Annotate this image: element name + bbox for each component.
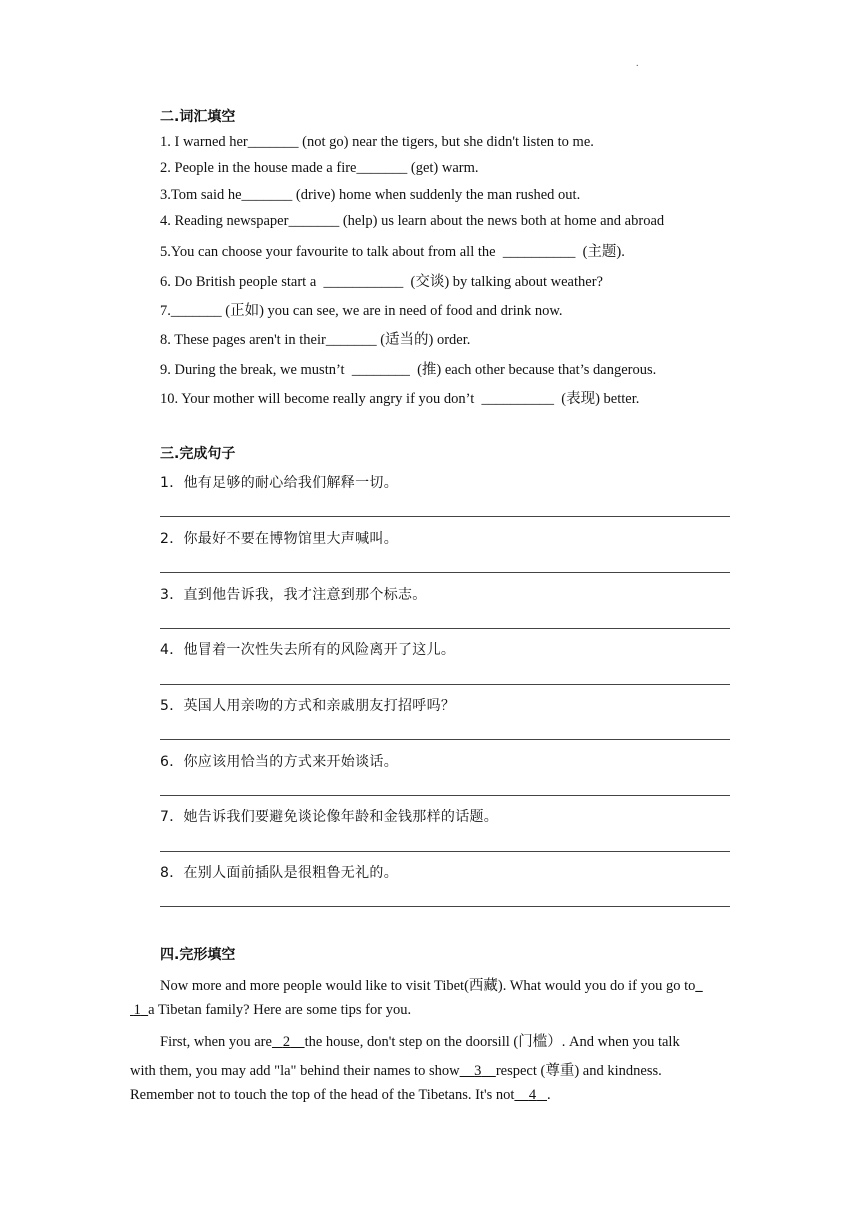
cloze-blank-3[interactable]: 3 [474, 1063, 482, 1079]
cloze-text: First, when you are [160, 1034, 272, 1050]
answer-line-7[interactable] [160, 851, 730, 852]
vocab-item-2: 2. People in the house made a fire_______ (get) warm. [160, 160, 479, 176]
cloze-text: with them, you may add "la" behind their names to show [130, 1063, 460, 1079]
cloze-blank[interactable]: _ [695, 978, 703, 994]
vocab-item-3: 3.Tom said he_______ (drive) home when suddenly the man rushed out. [160, 187, 581, 203]
cloze-paragraph-1-line-1 [160, 974, 703, 995]
sentence-item-3: 3．直到他告诉我，我才注意到那个标志。 [160, 587, 427, 603]
vocab-item-9: 9. During the break, we mustn’t ________ (推) each other because that’s dangerous. [160, 362, 657, 378]
sentence-item-7: 7．她告诉我们要避免谈论像年龄和金钱那样的话题。 [160, 809, 499, 825]
answer-line-5[interactable] [160, 739, 730, 740]
sentence-item-6: 6．你应该用恰当的方式来开始谈话。 [160, 754, 399, 770]
cloze-paragraph-2-line-3 [130, 1087, 551, 1104]
answer-line-1[interactable] [160, 516, 730, 517]
answer-line-2[interactable] [160, 572, 730, 573]
cloze-paragraph-2-line-1 [160, 1030, 680, 1051]
cloze-text: . [547, 1087, 551, 1103]
sentence-item-2: 2．你最好不要在博物馆里大声喊叫。 [160, 531, 399, 547]
sentence-item-4: 4．他冒着一次性失去所有的风险离开了这儿。 [160, 642, 456, 658]
answer-line-4[interactable] [160, 684, 730, 685]
cloze-blank-2[interactable]: 2 [282, 1034, 291, 1050]
cloze-paragraph-2-line-2 [130, 1059, 662, 1080]
answer-line-8[interactable] [160, 906, 730, 907]
answer-line-3[interactable] [160, 628, 730, 629]
cloze-text: Remember not to touch the top of the head of the Tibetans. It's not [130, 1087, 515, 1103]
cloze-text: Now more and more people would like to visit Tibet(西藏). What would you do if you go to [160, 978, 696, 994]
vocab-item-4: 4. Reading newspaper_______ (help) us learn about the news both at home and abroad [160, 213, 665, 229]
corner-mark: . [636, 58, 639, 69]
answer-line-6[interactable] [160, 795, 730, 796]
vocab-item-10: 10. Your mother will become really angry if you don’t __________ (表现) better. [160, 391, 640, 407]
sentence-item-1: 1．他有足够的耐心给我们解释一切。 [160, 475, 399, 491]
cloze-blank-4[interactable]: 4 [528, 1087, 537, 1103]
cloze-text: respect (尊重) and kindness. [495, 1063, 662, 1079]
vocab-item-6: 6. Do British people start a ___________ (交谈) by talking about weather? [160, 274, 603, 290]
vocab-item-7: 7._______ (正如) you can see, we are in need of food and drink now. [160, 303, 563, 319]
section-title-cloze: 四.完形填空 [160, 947, 236, 963]
vocab-item-5: 5.You can choose your favourite to talk about from all the __________ (主题). [160, 244, 625, 260]
section-title-sentences: 三.完成句子 [160, 446, 236, 462]
sentence-item-8: 8．在别人面前插队是很粗鲁无礼的。 [160, 865, 399, 881]
cloze-text: a Tibetan family? Here are some tips for you. [148, 1002, 412, 1018]
vocab-item-8: 8. These pages aren't in their_______ (适当的) order. [160, 332, 471, 348]
vocab-item-1: 1. I warned her_______ (not go) near the tigers, but she didn't listen to me. [160, 134, 594, 150]
cloze-blank-1[interactable]: 1 [133, 1002, 141, 1018]
cloze-text: the house, don't step on the doorsill (门槛）. And when you talk [304, 1034, 680, 1050]
sentence-item-5: 5．英国人用亲吻的方式和亲戚朋友打招呼吗？ [160, 698, 456, 714]
section-title-vocabulary: 二.词汇填空 [160, 109, 236, 125]
cloze-paragraph-1-line-2 [130, 1002, 411, 1019]
